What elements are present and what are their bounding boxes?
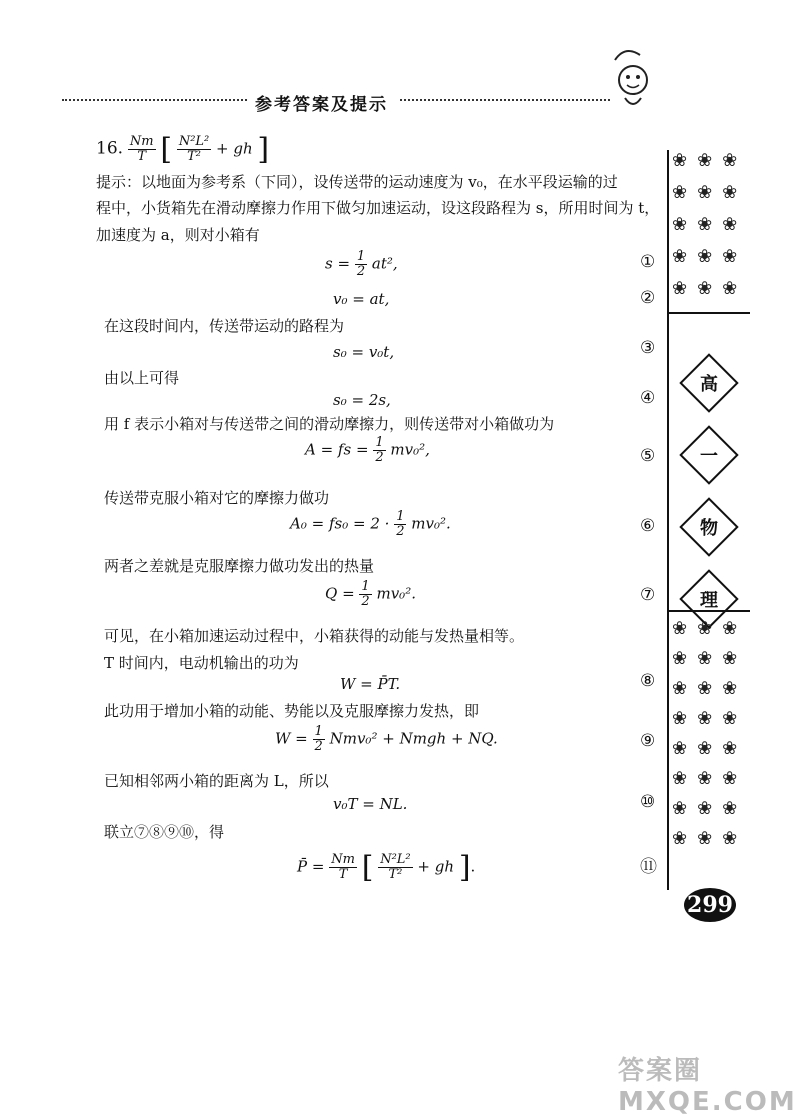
frac-num: 1 (375, 435, 384, 450)
f1-right: at², (371, 254, 398, 273)
frac-den: T (338, 867, 348, 882)
formula-8: W = P̄T. (340, 675, 401, 693)
flower-row: ❀❀❀ (672, 150, 748, 171)
eq-number-10: ⑩ (640, 792, 656, 812)
frac-num: 1 (396, 509, 405, 524)
frac-den: 2 (356, 264, 366, 279)
frac-num: Nm (129, 134, 154, 149)
left-bracket: [ (160, 132, 173, 167)
frac-den: 2 (314, 739, 323, 754)
formula-7 (325, 580, 416, 609)
eq-number-9: ⑨ (640, 731, 656, 751)
flower-row: ❀❀❀ (672, 798, 748, 819)
formula-6 (290, 510, 451, 539)
flower-row: ❀❀❀ (672, 278, 748, 299)
side-divider-top (667, 312, 750, 314)
problem-number: 16. (96, 138, 124, 159)
eq-number-1: ① (640, 252, 656, 272)
page-number: 299 (684, 888, 736, 922)
text-line-8: 两者之差就是克服摩擦力做功发出的热量 (104, 557, 375, 575)
f11-gh: + gh (417, 857, 455, 876)
text-line-4: 在这段时间内，传送带运动的路程为 (104, 317, 345, 335)
flower-row: ❀❀❀ (672, 648, 748, 669)
frac-num: 1 (356, 249, 366, 264)
side-tab-border (667, 150, 669, 890)
text-line-13: 联立⑦⑧⑨⑩，得 (104, 823, 225, 841)
text-line-5: 由以上可得 (104, 369, 180, 387)
watermark-logo: 答案圈 MXQE.COM (618, 1056, 797, 1117)
f5-right: mv₀², (390, 440, 430, 459)
hint-line-1: 提示：以地面为参考系（下同），设传送带的运动速度为 v₀，在水平段运输的过 (96, 173, 618, 191)
frac-num: N²L² (380, 852, 411, 867)
f7-right: mv₀². (376, 584, 416, 603)
formula-5 (305, 436, 430, 465)
side-char-4: 理 (700, 590, 718, 611)
flower-row: ❀❀❀ (672, 738, 748, 759)
formula-10: v₀T = NL. (333, 795, 408, 813)
frac-den: 2 (396, 524, 405, 539)
frac-num: Nm (331, 852, 355, 867)
f1-left: s = (325, 254, 351, 273)
f9-left: W = (275, 729, 308, 748)
formula-3: s₀ = v₀t, (333, 343, 395, 361)
formula-4: s₀ = 2s, (333, 391, 391, 409)
frac-num: 1 (361, 579, 370, 594)
f6-right: mv₀². (411, 514, 451, 533)
formula-9 (275, 725, 498, 754)
eq-number-2: ② (640, 288, 656, 308)
f7-left: Q = (325, 584, 355, 603)
side-char-1: 高 (700, 374, 718, 395)
text-line-12: 已知相邻两小箱的距离为 L，所以 (104, 772, 329, 790)
right-bracket: ] (458, 850, 471, 885)
flower-group-top (672, 150, 750, 310)
f5-left: A = fs = (305, 440, 369, 459)
flower-row: ❀❀❀ (672, 182, 748, 203)
side-char-3: 物 (700, 518, 718, 539)
header-decoration-left (62, 99, 247, 101)
side-char-2: 一 (700, 446, 718, 467)
f6-left: A₀ = fs₀ = 2 · (290, 514, 390, 533)
eq-number-6: ⑥ (640, 516, 656, 536)
eq-number-8: ⑧ (640, 671, 656, 691)
eq-number-5: ⑤ (640, 446, 656, 466)
left-bracket: [ (361, 850, 374, 885)
frac-den: T² (388, 867, 403, 882)
frac-num: N²L² (178, 134, 210, 149)
answer-gh: + gh (216, 139, 253, 158)
flower-row: ❀❀❀ (672, 214, 748, 235)
frac-den: 2 (361, 594, 370, 609)
formula-2: v₀ = at, (333, 290, 390, 308)
flower-row: ❀❀❀ (672, 828, 748, 849)
header-decoration-right (400, 99, 610, 101)
eq-number-4: ④ (640, 388, 656, 408)
text-line-9: 可见，在小箱加速运动过程中，小箱获得的动能与发热量相等。 (104, 627, 525, 645)
text-line-6: 用 f 表示小箱对与传送带之间的滑动摩擦力，则传送带对小箱做功为 (104, 415, 555, 433)
frac-num: 1 (314, 724, 323, 739)
text-line-11: 此功用于增加小箱的动能、势能以及克服摩擦力发热，即 (104, 702, 480, 720)
problem-answer (96, 132, 269, 167)
frac-den: T (137, 149, 147, 164)
f11-left: P̄ = (297, 857, 325, 876)
flower-row: ❀❀❀ (672, 618, 748, 639)
hint-line-2: 程中，小货箱先在滑动摩擦力作用下做匀加速运动，设这段路程为 s，所用时间为 t， (96, 199, 660, 217)
header-title: 参考答案及提示 (255, 95, 388, 115)
text-line-10: T 时间内，电动机输出的功为 (104, 654, 299, 672)
eq-number-3: ③ (640, 338, 656, 358)
flower-row: ❀❀❀ (672, 708, 748, 729)
cartoon-figure-icon (595, 40, 665, 110)
flower-group-bottom (672, 618, 750, 858)
formula-11: P̄ = $\frac{Nm}{T}$ [ $\frac{\text{N²L²}}{\text{T²}}$ + gh ]. (297, 850, 476, 885)
f9-right: Nmv₀² + Nmgh + NQ. (329, 729, 498, 748)
right-bracket: ] (257, 132, 270, 167)
eq-number-11: ⑪ (640, 857, 657, 877)
flower-row: ❀❀❀ (672, 246, 748, 267)
formula-1 (325, 250, 398, 279)
flower-row: ❀❀❀ (672, 768, 748, 789)
hint-line-3: 加速度为 a，则对小箱有 (96, 226, 260, 244)
eq-number-7: ⑦ (640, 585, 656, 605)
frac-den: T² (187, 149, 201, 164)
frac-den: 2 (375, 450, 384, 465)
flower-row: ❀❀❀ (672, 678, 748, 699)
text-line-7: 传送带克服小箱对它的摩擦力做功 (104, 489, 330, 507)
side-divider-bottom (667, 610, 750, 612)
